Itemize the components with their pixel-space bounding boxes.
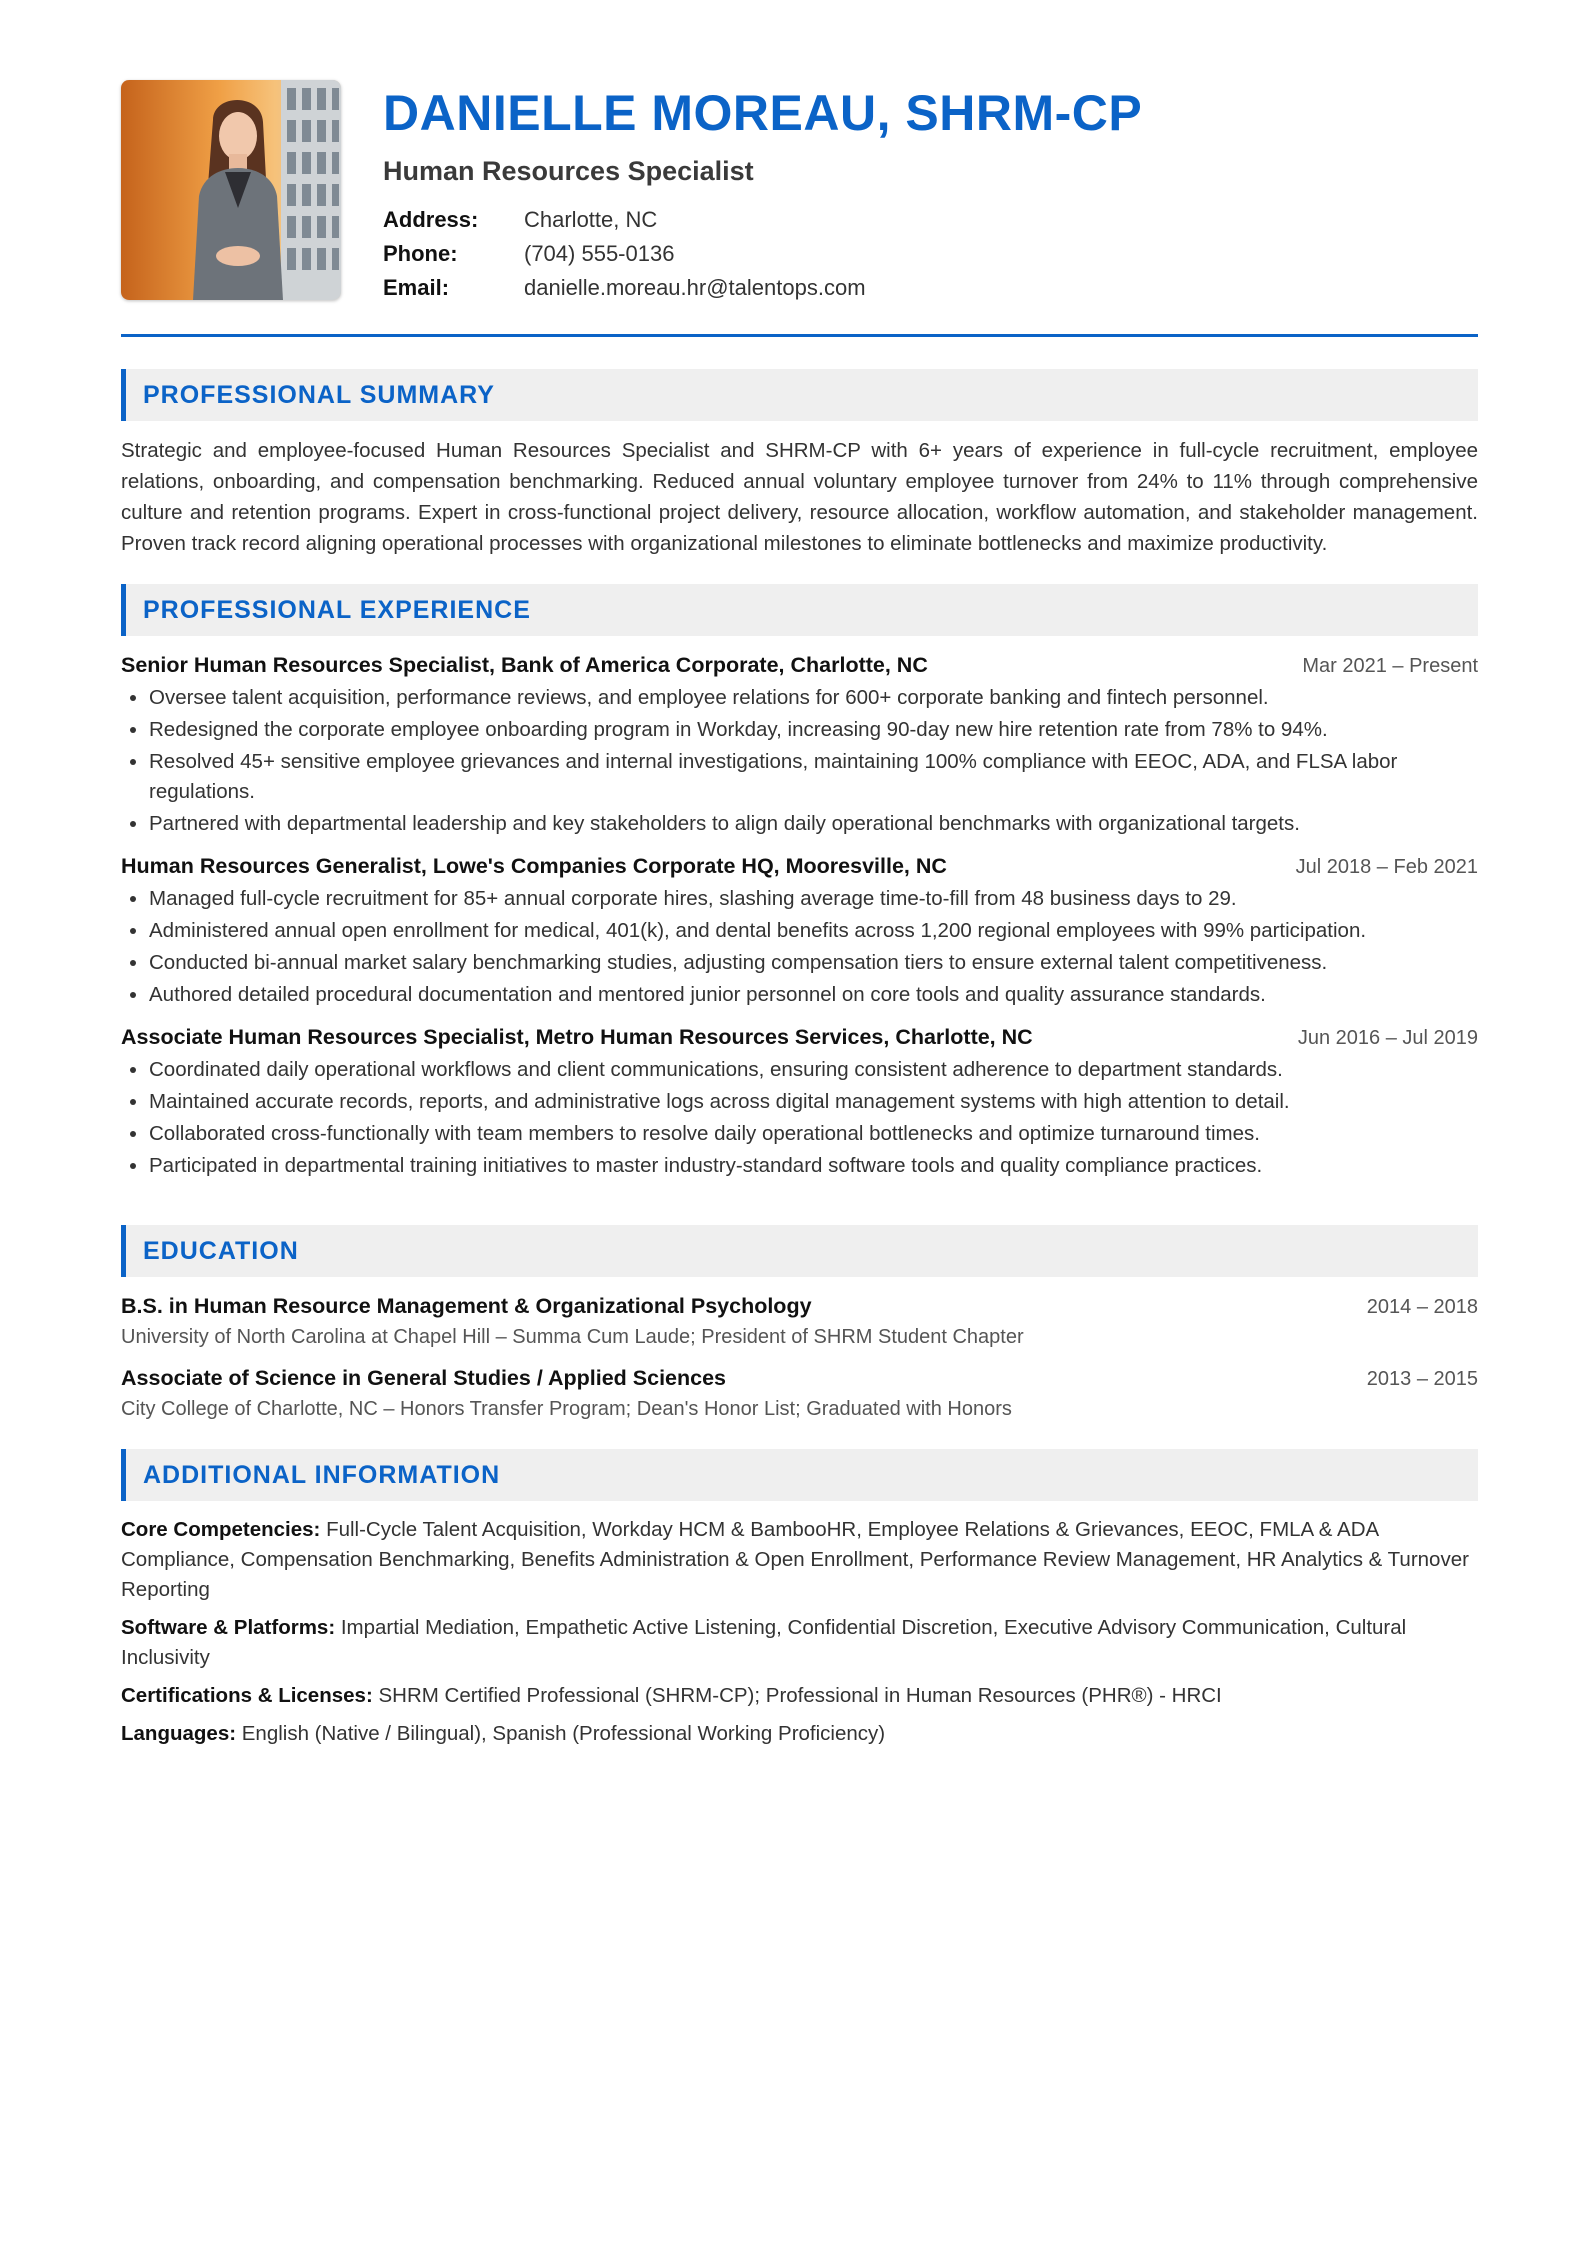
contact-value: danielle.moreau.hr@talentops.com [524,275,866,300]
job-header [121,1022,1478,1053]
job-bullets [121,683,1478,839]
contact-address [383,203,1478,237]
resume-content [121,80,1478,1757]
candidate-name: DANIELLE MOREAU, SHRM-CP [383,85,1143,141]
contact-label: Phone: [383,241,458,266]
summary-text: Strategic and employee-focused Human Resources Specialist and SHRM-CP with 6+ years of experience in full-cycle recruitment, employee relations, onboarding, and compensation benchmarking. Reduced annual voluntary employee turnover from 24% to 11% through comprehensive culture and retention programs. Expert in cross-functional project delivery, resource allocation, workflow automation, and stakeholder management. Proven track record aligning operational processes with organizational milestones to eliminate bottlenecks and maximize productivity. [121,439,1478,555]
contact-value: Charlotte, NC [524,207,658,232]
job-date: Mar 2021 – Present [1302,655,1478,677]
additional-list [121,1515,1478,1749]
education-school: University of North Carolina at Chapel Hill – Summa Cum Laude; President of SHRM Student Chapter [121,1326,1024,1348]
contact-label: Address: [383,207,479,232]
job-bullet: • Redesigned the corporate employee onboarding program in Workday, increasing 90-day new hire retention rate from 78% to 94%. [149,715,1478,745]
job-bullets [121,884,1478,1010]
resume-header [121,80,1478,302]
education-header [121,1363,1478,1394]
job-bullet: • Maintained accurate records, reports, and administrative logs across digital management systems with high attention to detail. [149,1087,1478,1117]
education-date: 2014 – 2018 [1366,1296,1478,1318]
info-label: Core Competencies: [121,1518,321,1541]
section-additional-heading: ADDITIONAL INFORMATION [121,1449,1478,1501]
contact-phone [383,237,1478,271]
info-value: Impartial Mediation, Empathetic Active Listening, Confidential Discretion, Executive Advisory Communication, Cultural Inclusivity [121,1616,1407,1669]
info-core-competencies [121,1515,1478,1605]
education-entry [121,1291,1478,1352]
job-bullet: • Administered annual open enrollment for medical, 401(k), and dental benefits across 1,200 regional employees with 99% participation. [149,916,1478,946]
section-education-heading: EDUCATION [121,1225,1478,1277]
header-divider [121,334,1478,337]
job-bullet: • Partnered with departmental leadership and key stakeholders to align daily operational benchmarks with organizational targets. [149,809,1478,839]
education-header [121,1291,1478,1322]
contact-block [383,203,1478,305]
job-header [121,851,1478,882]
job-entry [121,650,1478,839]
info-software-platforms [121,1613,1478,1673]
job-bullet: • Authored detailed procedural documentation and mentored junior personnel on core tools and quality assurance standards. [149,980,1478,1010]
job-header [121,650,1478,681]
info-value: English (Native / Bilingual), Spanish (Professional Working Proficiency) [241,1722,886,1745]
job-title: Human Resources Generalist, Lowe's Companies Corporate HQ, Mooresville, NC [121,854,947,878]
education-degree: Associate of Science in General Studies / Applied Sciences [121,1366,727,1390]
contact-email [383,271,1478,305]
section-experience-heading: PROFESSIONAL EXPERIENCE [121,584,1478,636]
job-bullets [121,1055,1478,1181]
job-bullet: • Participated in departmental training initiatives to master industry-standard software tools and quality compliance practices. [149,1151,1478,1181]
job-entry [121,851,1478,1010]
header-info [383,80,1478,305]
info-value: Full-Cycle Talent Acquisition, Workday HCM & BambooHR, Employee Relations & Grievances, EEOC, FMLA & ADA Compliance, Compensation Benchmarking, Benefits Administration & Open Enrollment, Performance Review Management, HR Analytics & Turnover Reporting [121,1518,1469,1601]
contact-value: (704) 555-0136 [524,241,675,266]
info-value: SHRM Certified Professional (SHRM-CP); Professional in Human Resources (PHR®) - HRCI [378,1684,1222,1707]
section-summary-heading: PROFESSIONAL SUMMARY [121,369,1478,421]
info-label: Languages: [121,1722,237,1745]
job-bullet: • Collaborated cross-functionally with team members to resolve daily operational bottlenecks and optimize turnaround times. [149,1119,1478,1149]
job-entry [121,1022,1478,1181]
job-bullet: • Coordinated daily operational workflows and client communications, ensuring consistent adherence to department standards. [149,1055,1478,1085]
job-date: Jul 2018 – Feb 2021 [1295,856,1478,878]
job-bullet: • Conducted bi-annual market salary benchmarking studies, adjusting compensation tiers to ensure external talent competitiveness. [149,948,1478,978]
info-label: Software & Platforms: [121,1616,336,1639]
job-title: Senior Human Resources Specialist, Bank of America Corporate, Charlotte, NC [121,653,928,677]
info-languages [121,1719,1478,1749]
education-date: 2013 – 2015 [1366,1368,1478,1390]
education-degree: B.S. in Human Resource Management & Organizational Psychology [121,1294,812,1318]
education-entry [121,1363,1478,1424]
candidate-title: Human Resources Specialist [383,156,754,186]
contact-label: Email: [383,275,450,300]
education-school: City College of Charlotte, NC – Honors Transfer Program; Dean's Honor List; Graduated with Honors [121,1398,1012,1420]
job-bullet: • Resolved 45+ sensitive employee grievances and internal investigations, maintaining 100% compliance with EEOC, ADA, and FLSA labor regulations. [149,747,1478,807]
profile-photo [121,80,341,300]
job-bullet: • Oversee talent acquisition, performance reviews, and employee relations for 600+ corporate banking and fintech personnel. [149,683,1478,713]
job-title: Associate Human Resources Specialist, Metro Human Resources Services, Charlotte, NC [121,1025,1033,1049]
job-date: Jun 2016 – Jul 2019 [1297,1027,1478,1049]
info-certifications [121,1681,1478,1711]
info-label: Certifications & Licenses: [121,1684,373,1707]
job-bullet: • Managed full-cycle recruitment for 85+ annual corporate hires, slashing average time-to-fill from 48 business days to 29. [149,884,1478,914]
